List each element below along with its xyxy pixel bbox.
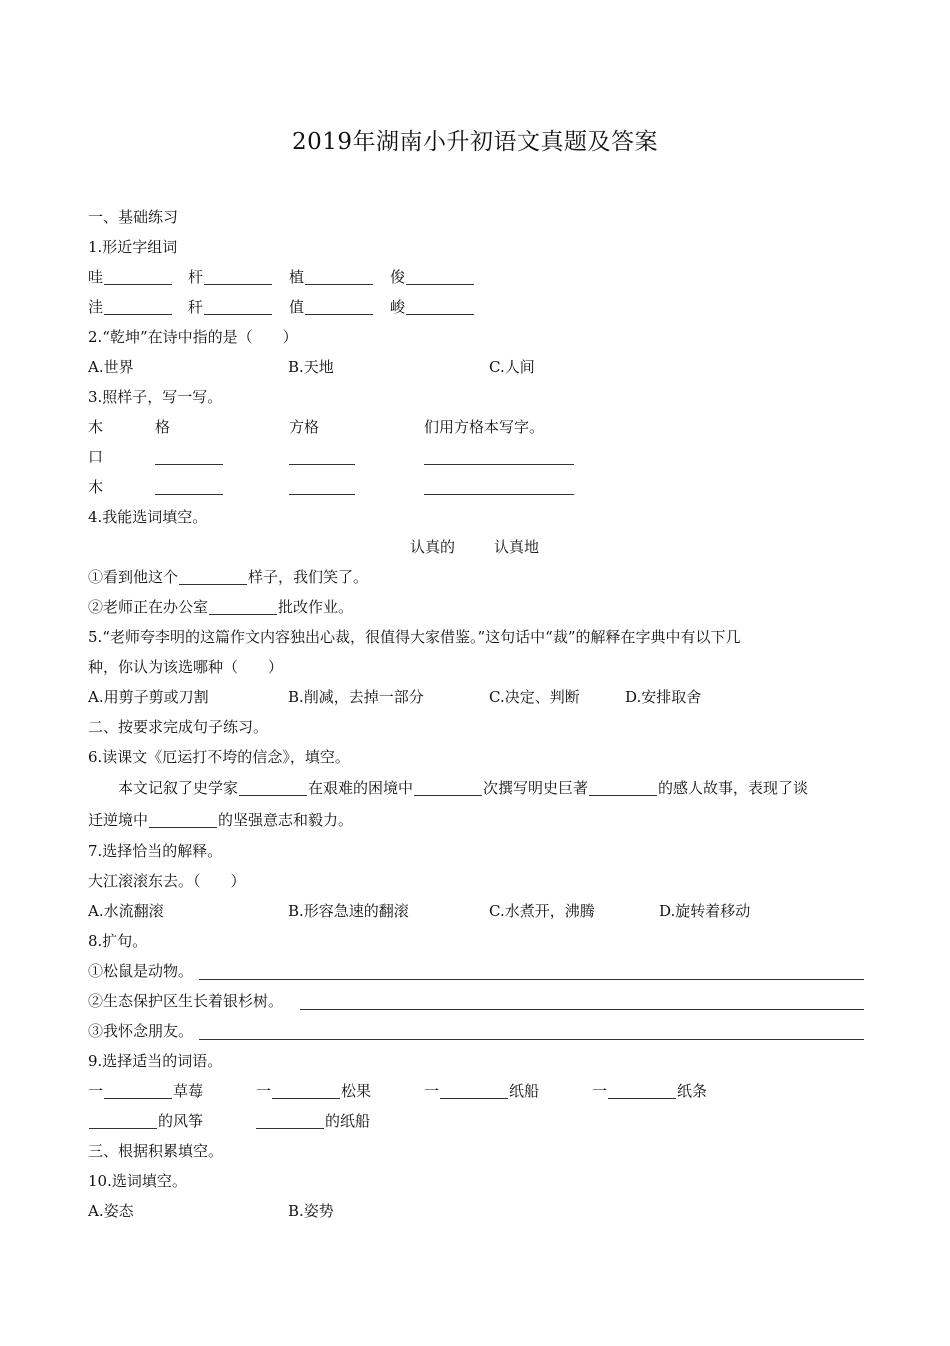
question-10-title: 10.选词填空。	[88, 1172, 187, 1190]
option-b: B.天地	[288, 358, 334, 376]
question-3-example	[88, 412, 868, 442]
option-d: D.安排取舍	[625, 688, 702, 706]
question-1-row-2	[88, 292, 868, 322]
noun: 纸船	[509, 1082, 540, 1100]
example-sentence: 们用方格本写字。	[424, 418, 545, 436]
question-4-sentence-2	[88, 592, 868, 622]
noun: 的风筝	[158, 1112, 204, 1130]
row-char: 木	[88, 478, 104, 496]
question-7-options	[88, 896, 868, 926]
item-text: ③我怀念朋友。	[88, 1022, 194, 1040]
char-5: 洼	[88, 298, 104, 316]
page-title: 2019年湖南小升初语文真题及答案	[291, 129, 659, 155]
paragraph-part: 的坚强意志和毅力。	[218, 811, 354, 829]
answer-blank[interactable]	[305, 266, 373, 285]
section-heading-3: 三、根据积累填空。	[88, 1142, 224, 1160]
section-heading-1: 一、基础练习	[88, 208, 179, 226]
exam-content	[88, 202, 868, 1226]
char-2: 杆	[188, 268, 204, 286]
question-6-paragraph-line-2	[88, 804, 868, 836]
sentence-part: ②老师正在办公室	[88, 598, 209, 616]
question-5-line-2: 种，你认为该选哪种（ ）	[88, 658, 284, 676]
sentence-part: 批改作业。	[278, 598, 354, 616]
answer-blank[interactable]	[440, 1080, 508, 1099]
char-1: 哇	[88, 268, 104, 286]
answer-line[interactable]	[199, 1039, 864, 1040]
option-c: C.水煮开，沸腾	[489, 902, 595, 920]
sentence-part: 样子，我们笑了。	[248, 568, 369, 586]
question-9-row-2	[88, 1106, 868, 1136]
question-8-title: 8.扩句。	[88, 932, 148, 950]
option-a: A.姿态	[88, 1202, 134, 1220]
question-8-item-1	[88, 956, 868, 986]
question-7-sentence: 大江滚滚东去。（ ）	[88, 872, 246, 890]
answer-blank[interactable]	[406, 296, 474, 315]
noun: 的纸船	[325, 1112, 371, 1130]
question-2-title: 2.“乾坤”在诗中指的是（ ）	[88, 328, 298, 346]
answer-blank[interactable]	[305, 296, 373, 315]
answer-blank[interactable]	[289, 446, 355, 465]
paragraph-part: 次撰写明史巨著	[483, 779, 589, 797]
option-b: B.形容急速的翻滚	[288, 902, 409, 920]
answer-blank[interactable]	[155, 446, 223, 465]
char-6: 秆	[188, 298, 204, 316]
paragraph-part: 的感人故事，表现了谈	[658, 779, 809, 797]
answer-blank[interactable]	[179, 566, 247, 585]
char-4: 俊	[390, 268, 406, 286]
example-word-1: 格	[155, 418, 171, 436]
answer-blank[interactable]	[424, 446, 574, 465]
option-a: A.世界	[88, 358, 134, 376]
question-3-row-3	[88, 472, 868, 502]
answer-blank[interactable]	[89, 1110, 157, 1129]
question-5-options	[88, 682, 868, 712]
row-char: 口	[88, 448, 104, 466]
answer-blank[interactable]	[104, 1080, 172, 1099]
measure-prefix: 一	[88, 1082, 104, 1100]
answer-blank[interactable]	[414, 777, 482, 796]
measure-prefix: 一	[256, 1082, 272, 1100]
question-4-title: 4.我能选词填空。	[88, 508, 208, 526]
char-7: 值	[289, 298, 305, 316]
noun: 草莓	[173, 1082, 204, 1100]
example-char: 木	[88, 418, 104, 436]
option-a: A.水流翻滚	[88, 902, 164, 920]
question-6-title: 6.读课文《厄运打不垮的信念》，填空。	[88, 748, 350, 766]
answer-blank[interactable]	[104, 266, 172, 285]
answer-blank[interactable]	[239, 777, 307, 796]
option-b: B.姿势	[288, 1202, 334, 1220]
measure-prefix: 一	[424, 1082, 440, 1100]
example-word-2: 方格	[289, 418, 320, 436]
question-9-title: 9.选择适当的词语。	[88, 1052, 223, 1070]
question-8-item-3	[88, 1016, 868, 1046]
word-option-2: 认真地	[494, 538, 540, 556]
answer-blank[interactable]	[424, 476, 574, 495]
question-6-paragraph-line-1	[88, 772, 868, 804]
paragraph-part: 在艰难的困境中	[308, 779, 414, 797]
answer-blank[interactable]	[204, 266, 272, 285]
question-2-options	[88, 352, 868, 382]
question-4-sentence-1	[88, 562, 868, 592]
question-9-row-1	[88, 1076, 868, 1106]
answer-blank[interactable]	[104, 296, 172, 315]
question-7-title: 7.选择恰当的解释。	[88, 842, 223, 860]
question-8-item-2	[88, 986, 868, 1016]
option-a: A.用剪子剪或刀割	[88, 688, 209, 706]
word-option-1: 认真的	[410, 538, 456, 556]
answer-blank[interactable]	[209, 596, 277, 615]
noun: 纸条	[677, 1082, 708, 1100]
question-1-title: 1.形近字组词	[88, 238, 178, 256]
item-text: ①松鼠是动物。	[88, 962, 194, 980]
paragraph-part: 迁逆境中	[88, 811, 149, 829]
option-c: C.人间	[489, 358, 535, 376]
paragraph-part: 本文记叙了史学家	[118, 779, 239, 797]
section-heading-2: 二、按要求完成句子练习。	[88, 718, 269, 736]
option-d: D.旋转着移动	[659, 902, 751, 920]
char-3: 植	[289, 268, 305, 286]
measure-prefix: 一	[592, 1082, 608, 1100]
answer-blank[interactable]	[155, 476, 223, 495]
question-5-line-1: 5.“老师夸李明的这篇作文内容独出心裁，很值得大家借鉴。”这句话中“裁”的解释在字典中有以下几	[88, 628, 741, 646]
option-b: B.削减，去掉一部分	[288, 688, 424, 706]
question-10-options	[88, 1196, 868, 1226]
answer-blank[interactable]	[272, 1080, 340, 1099]
answer-blank[interactable]	[289, 476, 355, 495]
answer-line[interactable]	[300, 1009, 864, 1010]
option-c: C.决定、判断	[489, 688, 580, 706]
answer-line[interactable]	[199, 979, 864, 980]
answer-blank[interactable]	[204, 296, 272, 315]
question-3-row-2	[88, 442, 868, 472]
answer-blank[interactable]	[256, 1110, 324, 1129]
question-3-title: 3.照样子，写一写。	[88, 388, 223, 406]
answer-blank[interactable]	[589, 777, 657, 796]
question-4-word-bank	[88, 532, 868, 562]
char-8: 峻	[390, 298, 406, 316]
answer-blank[interactable]	[149, 809, 217, 828]
question-1-row-1	[88, 262, 868, 292]
item-text: ②生态保护区生长着银杉树。	[88, 992, 284, 1010]
sentence-part: ①看到他这个	[88, 568, 179, 586]
answer-blank[interactable]	[608, 1080, 676, 1099]
noun: 松果	[341, 1082, 372, 1100]
answer-blank[interactable]	[406, 266, 474, 285]
